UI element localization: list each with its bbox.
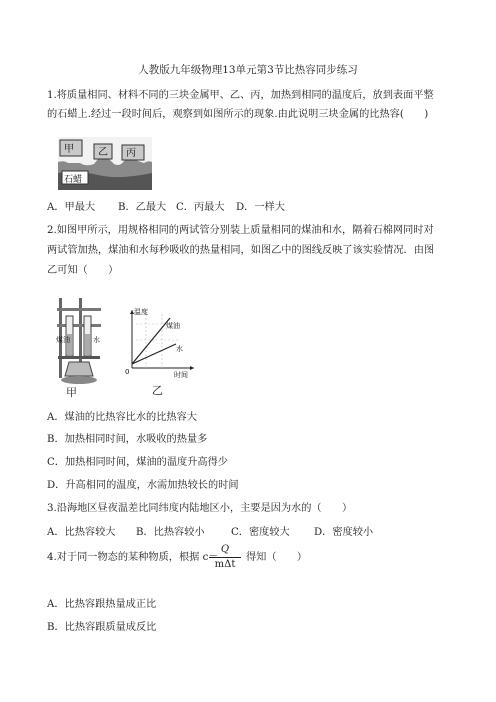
q4-option-a: A．比热容跟热量成正比 xyxy=(47,599,157,610)
q1-option-c: C．丙最大 xyxy=(176,202,225,213)
q1-option-d: D．一样大 xyxy=(236,202,285,213)
q2-option-b: B．加热相同时间，水吸收的热量多 xyxy=(47,434,208,445)
q4-option-b: B．比热容跟质量成反比 xyxy=(47,622,157,633)
q4-fraction-bar xyxy=(209,557,241,558)
q4-fraction xyxy=(207,544,243,571)
q2-line-label-oil: 煤油 xyxy=(166,322,180,330)
q4-line-suffix: 得知（ ） xyxy=(246,552,308,563)
q1-option-a: A．甲最大 xyxy=(47,202,96,213)
q3-line-1: 3.沿海地区昼夜温差比同纬度内陆地区小，主要是因为水的（ ） xyxy=(47,503,353,514)
q1-option-b: B．乙最大 xyxy=(118,202,167,213)
q3-option-c: C．密度较大 xyxy=(231,527,290,538)
q2-option-a: A．煤油的比热容比水的比热容大 xyxy=(47,412,197,423)
q2-figure-graph xyxy=(118,304,198,380)
q2-origin-label: 0 xyxy=(125,368,130,376)
q1-base-label: 石蜡 xyxy=(64,175,83,185)
q2-caption-yi: 乙 xyxy=(152,384,163,397)
q1-line-2: 的石蜡上.经过一段时间后，观察到如图所示的现象.由此说明三块金属的比热容( ) xyxy=(47,109,429,120)
q2-tube-label-water: 水 xyxy=(93,336,100,344)
q3-option-b: B．比热容较小 xyxy=(136,527,205,538)
q1-figure xyxy=(58,137,152,190)
q2-figure-apparatus xyxy=(55,296,103,392)
q3-option-d: D．密度较小 xyxy=(314,527,374,538)
q2-line-2: 两试管加热，煤油和水每秒吸收的热量相同，如图乙中的图线反映了该实验情况．由图 xyxy=(47,245,435,256)
q1-label-bing: 丙 xyxy=(126,148,136,159)
q2-x-axis-label: 时间 xyxy=(174,371,188,379)
q4-line-prefix: 4.对于同一物态的某种物质，根据 c＝ xyxy=(47,552,219,563)
q4-numerator: Q xyxy=(220,544,230,555)
q2-line-water xyxy=(132,344,176,364)
q2-option-d: D．升高相同的温度，水需加热较长的时间 xyxy=(47,480,239,491)
q2-line-label-water: 水 xyxy=(176,345,183,353)
q2-line-oil xyxy=(132,318,170,364)
q3-option-a: A．比热容较大 xyxy=(47,527,116,538)
q2-y-axis-label: 温度 xyxy=(134,308,148,316)
q2-tube-label-oil: 煤油 xyxy=(56,336,70,344)
q2-option-c: C．加热相同时间，煤油的温度升高得少 xyxy=(47,457,228,468)
q1-line-1: 1.将质量相同、材料不同的三块金属甲、乙、丙，加热到相同的温度后，放到表面平整 xyxy=(47,90,434,101)
q2-line-3: 乙可知（ ） xyxy=(47,265,119,276)
q1-label-yi: 乙 xyxy=(98,147,108,158)
q2-line-1: 2.如图甲所示，用规格相同的两试管分别装上质量相同的煤油和水，隔着石棉网同时对 xyxy=(47,225,434,236)
page-title: 人教版九年级物理13单元第3节比热容同步练习 xyxy=(138,64,358,76)
q4-denominator: mΔt xyxy=(214,559,236,570)
q1-label-jia: 甲 xyxy=(64,144,74,155)
q2-caption-jia: 甲 xyxy=(66,386,77,399)
